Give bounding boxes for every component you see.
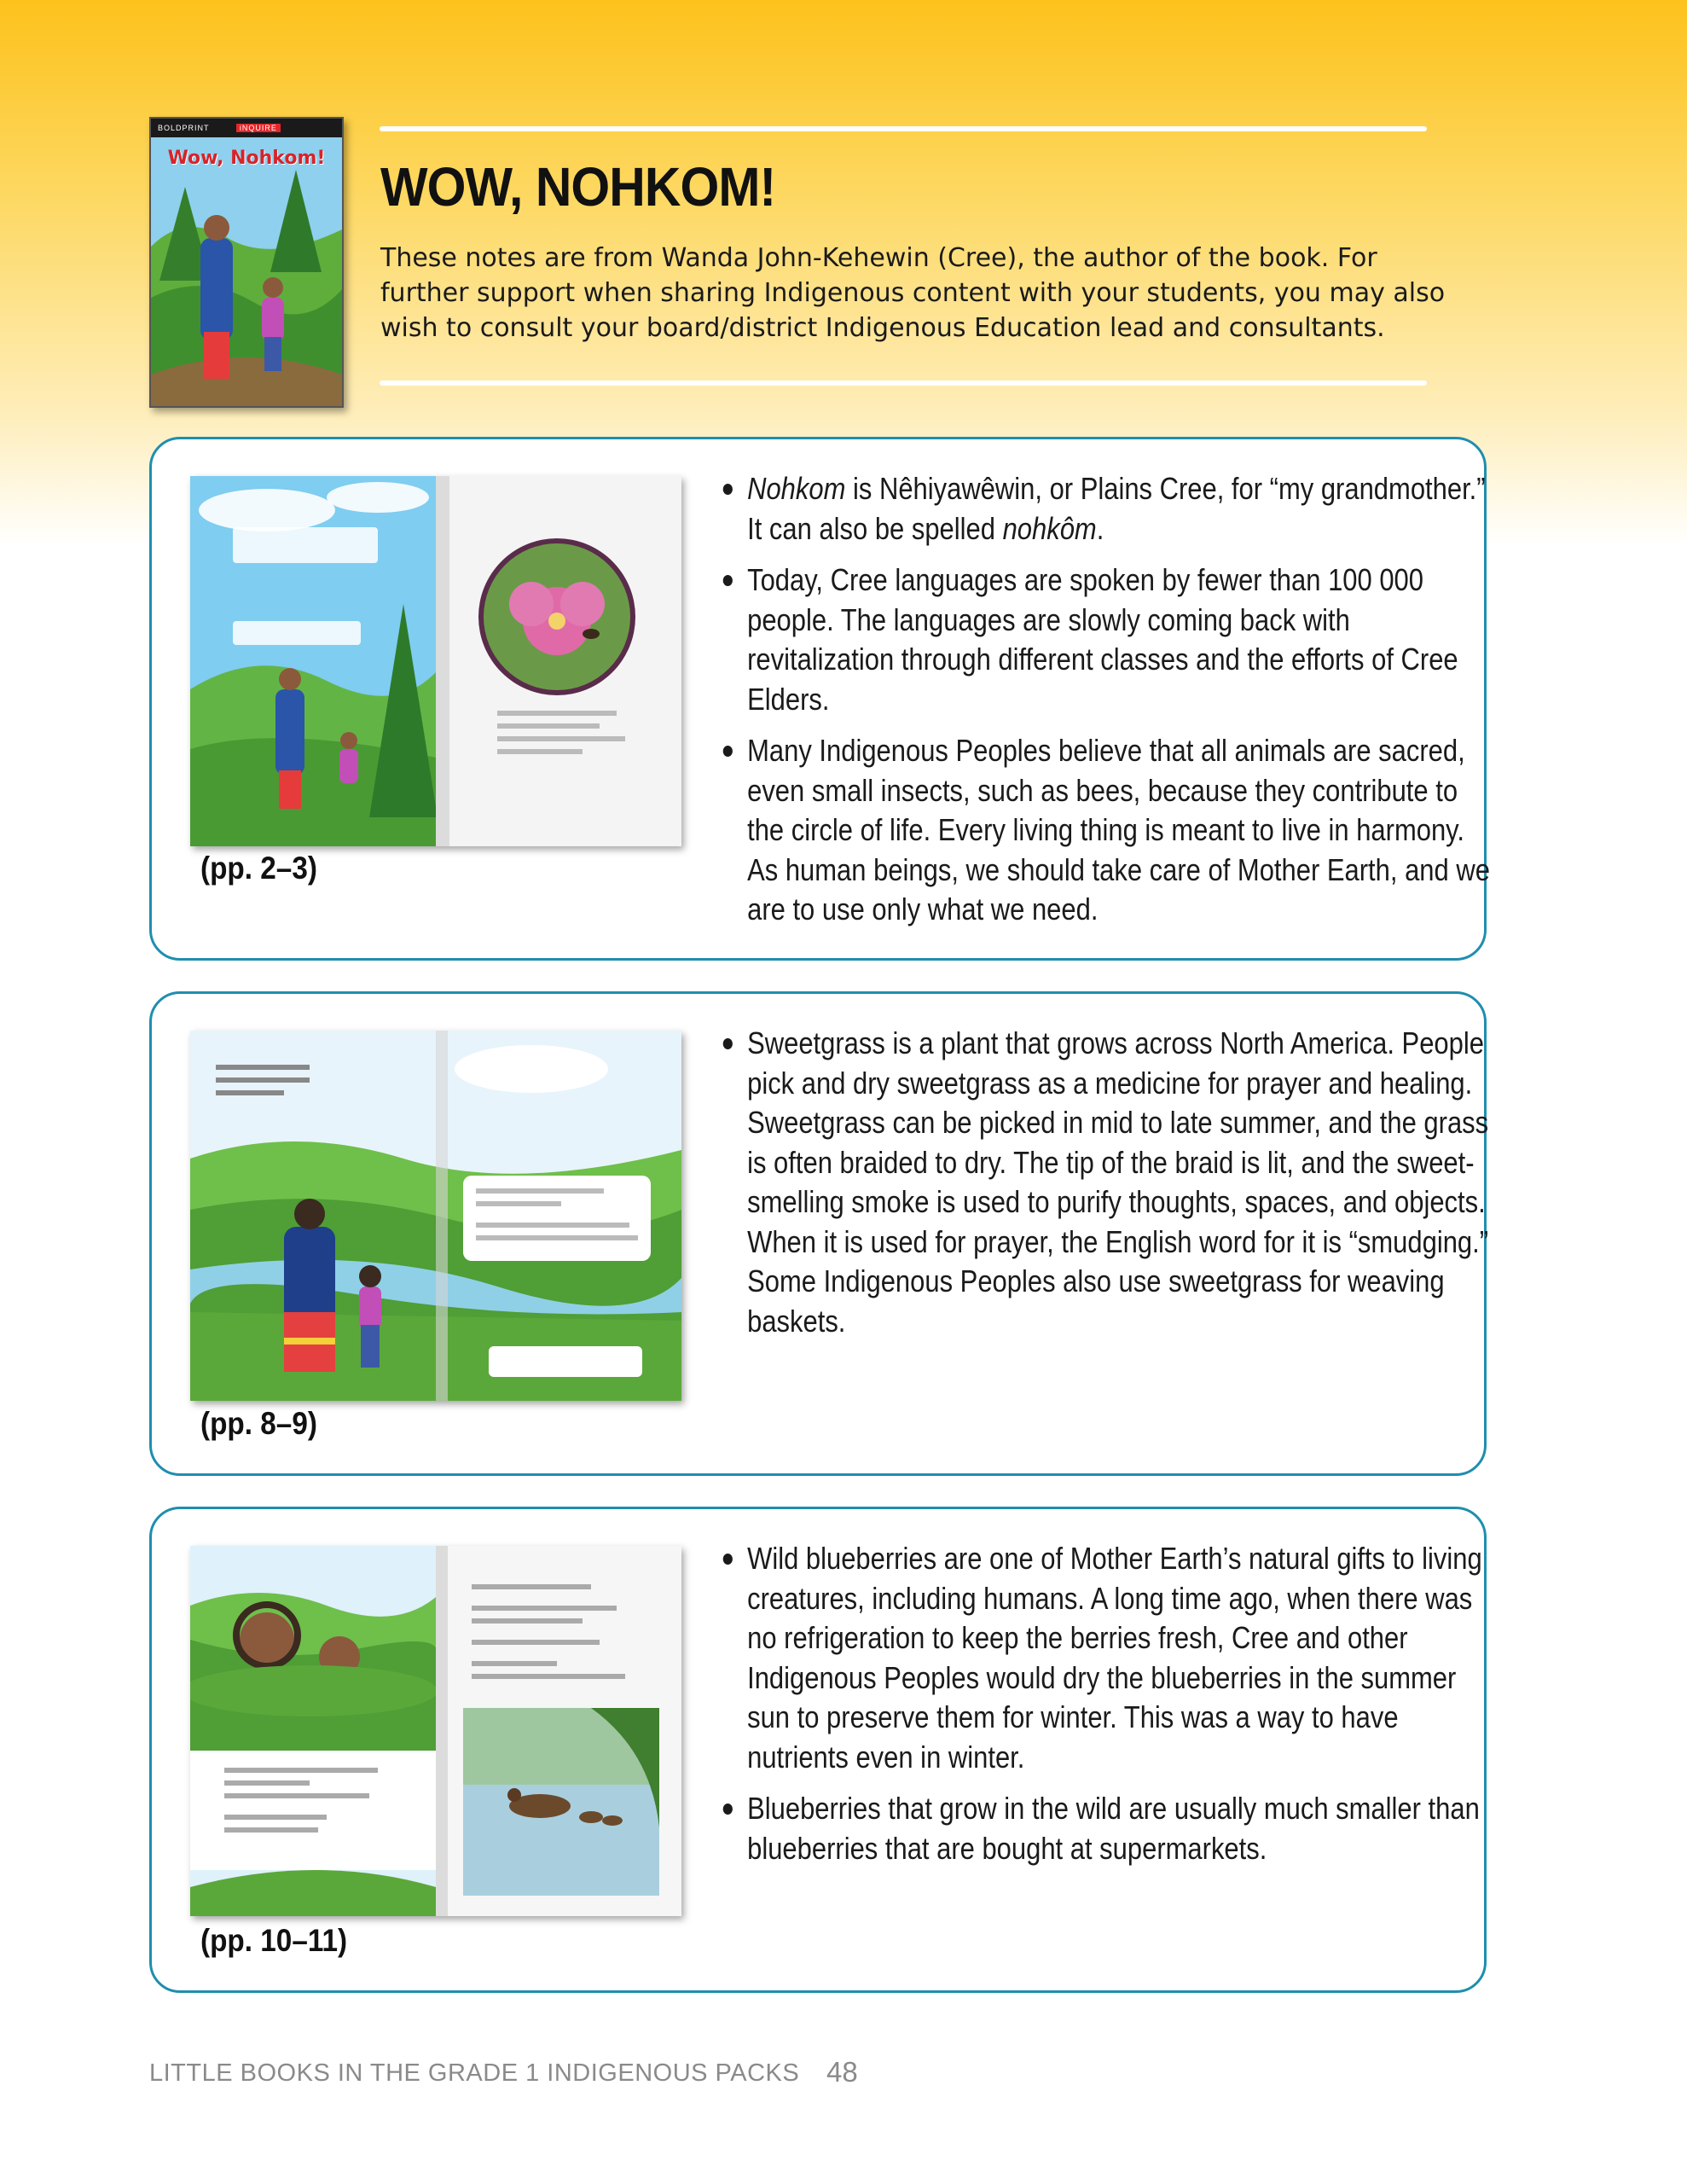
cover-brand: BOLDPRINT [158, 124, 210, 132]
intro-text: These notes are from Wanda John-Kehewin (Cree), the author of the book. For further support when sharing Indigenous content with your students, you may also wish to consult your board/district Indigenous Education lead and consultants. [380, 243, 1446, 343]
note-bullet-item [722, 731, 1496, 930]
note-card-1 [149, 437, 1490, 961]
note-bullets [722, 1539, 1482, 1880]
note-bullet-item [722, 561, 1496, 719]
note-bullet-item [722, 1024, 1496, 1341]
book-spread-image [190, 1546, 681, 1916]
bullet-text: Sweetgrass is a plant that grows across North America. People pick and dry sweetgrass as a medicine for prayer and healing. Sweetgrass can be picked in mid to late summer, and the grass is often braided to dry. The tip of the braid is lit, and the sweet-smelling smoke is used to purify thoughts, spaces, and objects. When it is used for prayer, the English word for it is “smudging.” Some Indigenous Peoples also use sweetgrass for weaving baskets. [747, 1025, 1489, 1339]
bottom-rule [380, 380, 1427, 386]
bullet-text: Today, Cree languages are spoken by fewer than 100 000 people. The languages are slowly coming back with revitalization through different classes and the efforts of Cree Elders. [747, 562, 1458, 717]
emphasis-text: Nohkom [747, 471, 846, 506]
book-cover-image [149, 117, 344, 408]
note-bullet-item [722, 469, 1496, 549]
spread-caption: (pp. 8–9) [200, 1406, 317, 1441]
bullet-text: Blueberries that grow in the wild are usually much smaller than blueberries that are bought at supermarkets. [747, 1791, 1480, 1866]
note-card-2 [149, 991, 1487, 1476]
book-spread-image [190, 1031, 681, 1401]
bullet-text: Many Indigenous Peoples believe that all animals are sacred, even small insects, such as bees, because they contribute to the circle of life. Every living thing is meant to live in harmony. As human beings, we should take care of Mother Earth, and we are to use only what we need. [747, 733, 1490, 926]
page-number: 48 [826, 2056, 858, 2088]
bullet-text: Wild blueberries are one of Mother Earth’s natural gifts to living creatures, including humans. A long time ago, when there was no refrigeration to keep the berries fresh, Cree and other Indigenous Peoples would dry the blueberries in the summer sun to preserve them for winter. This was a way to have nutrients even in winter. [747, 1541, 1482, 1774]
bullet-text: . [1096, 510, 1104, 546]
top-rule [380, 126, 1427, 131]
cover-title: Wow, Nohkom! [167, 148, 326, 169]
page-title: WOW, NOHKOM! [380, 156, 776, 218]
note-bullet-item [722, 1789, 1496, 1868]
note-bullets [722, 1024, 1489, 1353]
note-card-3 [149, 1507, 1487, 1993]
cover-series-band [151, 119, 342, 137]
footer-label: LITTLE BOOKS IN THE GRADE 1 INDIGENOUS PACKS [149, 2059, 800, 2087]
spread-caption: (pp. 10–11) [200, 1923, 348, 1958]
bullet-text: is Nêhiyawêwin, or Plains Cree, for “my grandmother.” It can also be spelled [747, 471, 1486, 546]
cover-series-tag: iNQUIRE [236, 124, 281, 132]
spread-caption: (pp. 2–3) [200, 851, 317, 886]
book-spread-image [190, 476, 681, 846]
note-bullets [722, 469, 1490, 942]
note-bullet-item [722, 1539, 1496, 1777]
emphasis-text: nohkôm [1002, 510, 1097, 546]
